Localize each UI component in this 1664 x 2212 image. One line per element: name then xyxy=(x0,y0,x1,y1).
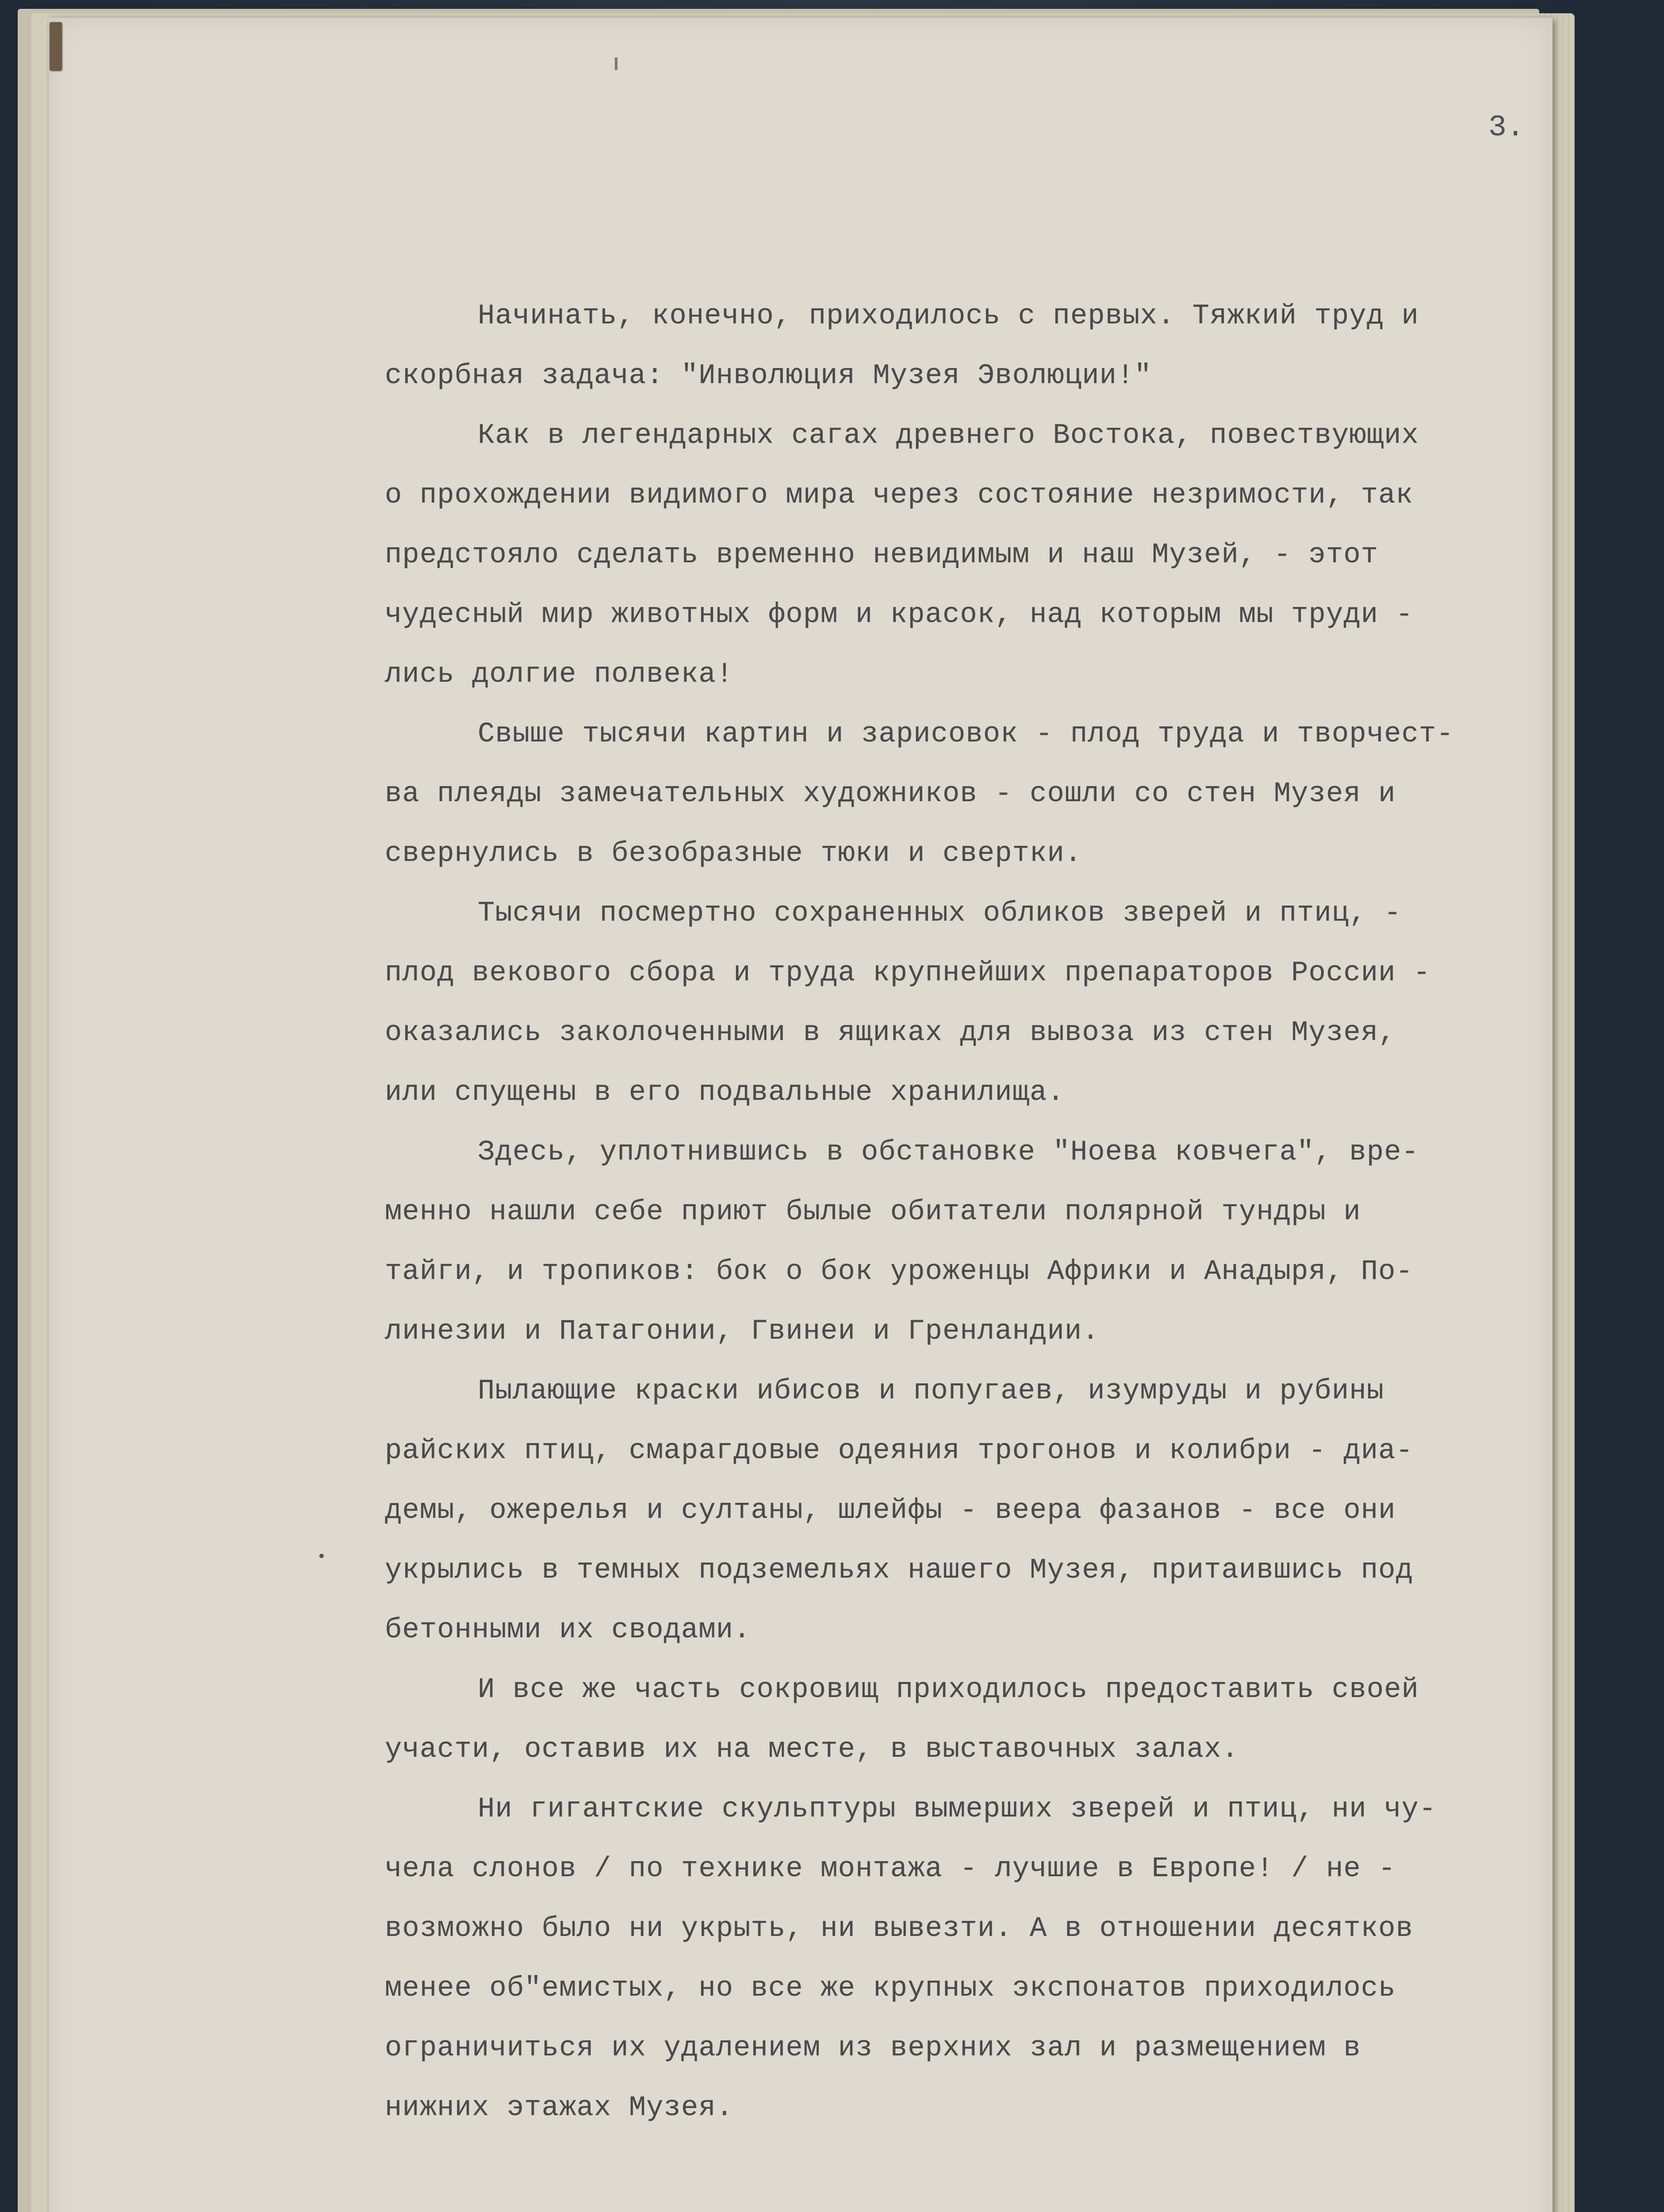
text-line: Начинать, конечно, приходилось с первых. Тяжкий труд и xyxy=(478,300,1419,332)
text-line: демы, ожерелья и султаны, шлейфы - веера фазанов - все они xyxy=(385,1495,1396,1527)
text-line: Как в легендарных сагах древнего Востока, повествующих xyxy=(478,420,1419,452)
text-line: бетонными их сводами. xyxy=(385,1614,751,1646)
text-line: менно нашли себе приют былые обитатели полярной тундры и xyxy=(385,1196,1361,1228)
text-line: чудесный мир животных форм и красок, над которым мы труди - xyxy=(385,599,1413,631)
text-line: Здесь, уплотнившись в обстановке "Ноева ковчега", вре- xyxy=(478,1137,1419,1168)
text-line: Тысячи посмертно сохраненных обликов зверей и птиц, - xyxy=(478,898,1402,929)
text-line: лись долгие полвека! xyxy=(385,659,734,691)
text-line: предстояло сделать временно невидимым и наш Музей, - этот xyxy=(385,539,1379,571)
text-line: плод векового сбора и труда крупнейших препараторов России - xyxy=(385,957,1431,989)
text-line: свернулись в безобразные тюки и свертки. xyxy=(385,838,1082,870)
text-line: нижних этажах Музея. xyxy=(385,2092,734,2124)
text-line: скорбная задача: "Инволюция Музея Эволюции!" xyxy=(385,360,1152,392)
text-line: Свыше тысячи картин и зарисовок - плод труда и творчест- xyxy=(478,718,1454,750)
text-line: Ни гигантские скульптуры вымерших зверей и птиц, ни чу- xyxy=(478,1793,1437,1825)
text-line: ограничиться их удалением из верхних зал и размещением в xyxy=(385,2032,1361,2064)
text-line: райских птиц, смарагдовые одеяния трогонов и колибри - диа- xyxy=(385,1435,1413,1467)
margin-dot xyxy=(319,1554,324,1558)
body-text xyxy=(385,287,1544,2138)
text-line: участи, оставив их на месте, в выставочных залах. xyxy=(385,1734,1239,1766)
text-line: о прохождении видимого мира через состояние незримости, так xyxy=(385,480,1413,511)
text-line: ва плеяды замечательных художников - сошли со стен Музея и xyxy=(385,778,1396,810)
text-line: И все же часть сокровищ приходилось предоставить своей xyxy=(478,1674,1419,1706)
text-line: менее об"емистых, но все же крупных экспонатов приходилось xyxy=(385,1973,1396,2005)
text-line: Пылающие краски ибисов и попугаев, изумруды и рубины xyxy=(478,1375,1384,1407)
binder-clip xyxy=(50,22,62,71)
text-line: или спущены в его подвальные хранилища. xyxy=(385,1077,1065,1109)
pencil-mark xyxy=(615,58,617,70)
text-line: оказались заколоченными в ящиках для вывоза из стен Музея, xyxy=(385,1017,1396,1049)
text-line: линезии и Патагонии, Гвинеи и Гренландии. xyxy=(385,1316,1100,1348)
text-line: укрылись в темных подземельях нашего Музея, притаившись под xyxy=(385,1555,1413,1586)
text-line: возможно было ни укрыть, ни вывезти. А в отношении десятков xyxy=(385,1913,1413,1945)
text-line: чела слонов / по технике монтажа - лучшие в Европе! / не - xyxy=(385,1853,1396,1885)
page-number: 3. xyxy=(1488,111,1525,145)
text-line: тайги, и тропиков: бок о бок уроженцы Африки и Анадыря, По- xyxy=(385,1256,1413,1288)
